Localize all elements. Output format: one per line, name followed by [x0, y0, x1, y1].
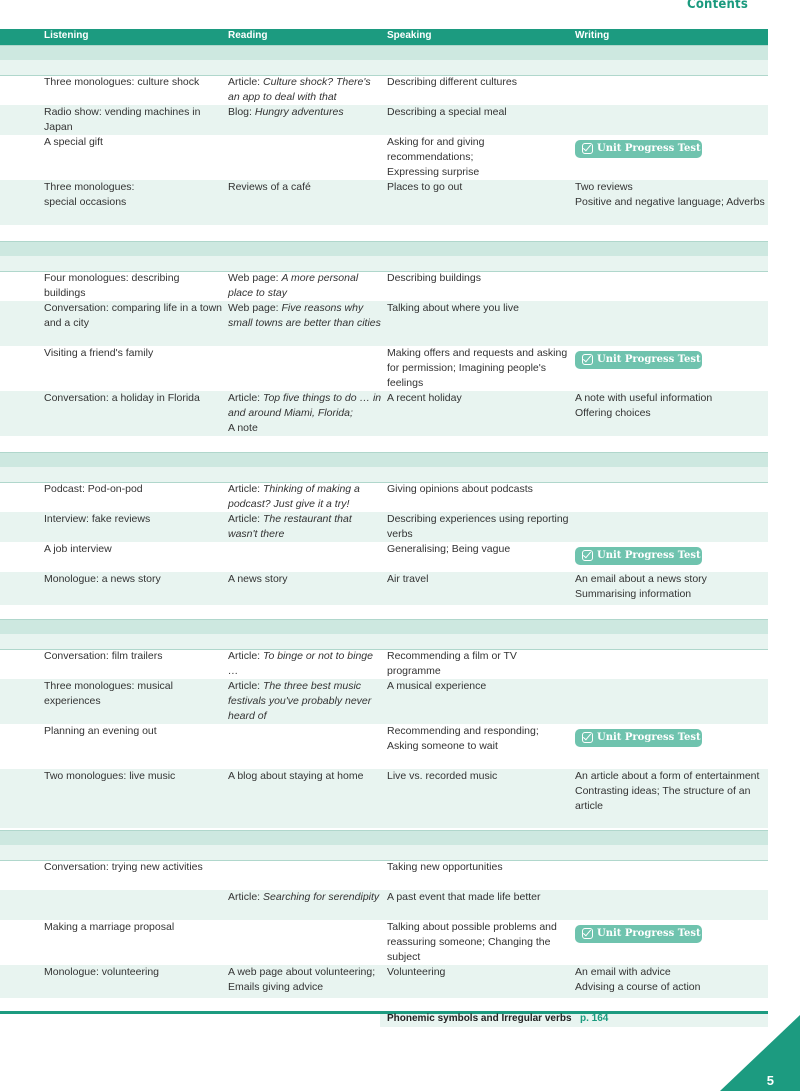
speaking-cell: Describing experiences using reporting verbs: [387, 513, 569, 540]
speaking-cell: A recent holiday: [387, 392, 462, 404]
reading-text: A blog about staying at home: [228, 770, 364, 782]
reading-title: The three best music festivals you've probably never heard of: [228, 680, 372, 722]
unit-progress-test-badge[interactable]: [575, 729, 702, 747]
column-header-bar: [0, 29, 768, 45]
listening-cell: Conversation: a holiday in Florida: [44, 392, 200, 404]
reading-text: Web page:: [228, 302, 282, 314]
listening-cell: Three monologues: special occasions: [44, 181, 135, 208]
writing-cell: A note with useful information Offering choices: [575, 392, 713, 419]
checkbox-icon: [582, 928, 593, 939]
reading-title: The restaurant that wasn't there: [228, 513, 352, 540]
table-row: [0, 301, 768, 346]
listening-cell: Monologue: volunteering: [44, 966, 159, 978]
header-listening: Listening: [44, 30, 89, 41]
reading-text: A web page about volunteering; Emails giving advice: [228, 966, 376, 993]
reading-text: Article:: [228, 891, 264, 903]
table-row: [0, 769, 768, 828]
listening-cell: Radio show: vending machines in Japan: [44, 106, 201, 133]
reading-title: Searching for serendipity: [263, 891, 380, 903]
table-row: [0, 105, 768, 135]
reading-cell: [228, 769, 383, 784]
listening-cell: Making a marriage proposal: [44, 921, 175, 933]
speaking-cell: Asking for and giving recommendations; Expressing surprise: [387, 136, 485, 178]
speaking-cell: Describing a special meal: [387, 106, 507, 118]
listening-cell: Interview: fake reviews: [44, 513, 151, 525]
speaking-cell: A past event that made life better: [387, 891, 541, 903]
footer-label: Phonemic symbols and Irregular verbs: [387, 1013, 572, 1024]
badge-label: Unit Progress Test: [597, 354, 701, 365]
header-speaking: Speaking: [387, 30, 432, 41]
reading-text: Article:: [228, 76, 264, 88]
table-row: [0, 542, 768, 572]
writing-cell: An email about a news story Summarising information: [575, 573, 707, 600]
table-row: [0, 391, 768, 436]
table-row: [0, 572, 768, 605]
reading-title: A more personal place to stay: [228, 272, 359, 299]
reading-cell: [228, 482, 383, 512]
reading-title: To binge or not to binge …: [228, 650, 373, 677]
speaking-cell: Places to go out: [387, 181, 463, 193]
reading-cell: [228, 75, 383, 105]
reading-cell: [228, 512, 383, 542]
reading-cell: [228, 572, 383, 587]
unit-progress-test-badge[interactable]: [575, 925, 702, 943]
speaking-cell: Describing buildings: [387, 272, 481, 284]
table-row: [0, 271, 768, 301]
listening-cell: Four monologues: describing buildings: [44, 272, 180, 299]
speaking-cell: Air travel: [387, 573, 429, 585]
table-row: [0, 512, 768, 542]
table-row: [0, 346, 768, 391]
reading-cell: [228, 105, 383, 120]
speaking-cell: Live vs. recorded music: [387, 770, 498, 782]
reading-extra: A note: [228, 422, 258, 434]
unit-subband: [0, 256, 768, 272]
unit-progress-test-badge[interactable]: [575, 547, 702, 565]
header-writing: Writing: [575, 30, 610, 41]
speaking-cell: A musical experience: [387, 680, 487, 692]
header-reading: Reading: [228, 30, 268, 41]
badge-label: Unit Progress Test: [597, 143, 701, 154]
table-row: [0, 75, 768, 105]
reading-text: Article:: [228, 483, 264, 495]
speaking-cell: Recommending and responding; Asking someone to wait: [387, 725, 539, 752]
reading-cell: [228, 391, 383, 436]
checkbox-icon: [582, 143, 593, 154]
writing-cell: An email with advice Advising a course of action: [575, 966, 701, 993]
reading-cell: [228, 679, 383, 724]
listening-cell: Conversation: trying new activities: [44, 861, 203, 873]
speaking-cell: Making offers and requests and asking for permission; Imagining people's feelings: [387, 347, 568, 389]
table-row: [0, 724, 768, 769]
reading-title: Culture shock? There's an app to deal with that: [228, 76, 371, 103]
reading-title: Five reasons why small towns are better than cities: [228, 302, 381, 329]
listening-cell: Two monologues: live music: [44, 770, 176, 782]
reading-cell: [228, 890, 383, 905]
table-row: [0, 890, 768, 920]
badge-label: Unit Progress Test: [597, 550, 701, 561]
speaking-cell: Recommending a film or TV programme: [387, 650, 517, 677]
reading-cell: [228, 180, 383, 195]
table-row: [0, 649, 768, 679]
listening-cell: Conversation: comparing life in a town and a city: [44, 302, 223, 329]
speaking-cell: Taking new opportunities: [387, 861, 503, 873]
writing-cell: An article about a form of entertainment Contrasting ideas; The structure of an article: [575, 770, 760, 812]
listening-cell: A special gift: [44, 136, 103, 148]
reading-text: Article:: [228, 650, 264, 662]
checkbox-icon: [582, 550, 593, 561]
unit-subband: [0, 467, 768, 483]
reading-text: Article:: [228, 513, 264, 525]
speaking-cell: Talking about where you live: [387, 302, 519, 314]
speaking-cell: Volunteering: [387, 966, 446, 978]
listening-cell: A job interview: [44, 543, 112, 555]
reading-text: Article:: [228, 392, 264, 404]
reading-title: Top five things to do … in and around Miami, Florida;: [228, 392, 382, 419]
badge-label: Unit Progress Test: [597, 732, 701, 743]
reading-text: Article:: [228, 680, 264, 692]
reading-text: A news story: [228, 573, 288, 585]
reading-text: Blog:: [228, 106, 255, 118]
table-row: [0, 860, 768, 890]
reading-title: Thinking of making a podcast? Just give it a try!: [228, 483, 360, 510]
listening-cell: Three monologues: musical experiences: [44, 680, 173, 707]
reading-title: Hungry adventures: [254, 106, 344, 118]
speaking-cell: Talking about possible problems and reassuring someone; Changing the subject: [387, 921, 557, 963]
reading-cell: [228, 649, 383, 679]
page-number: 5: [766, 1073, 774, 1088]
checkbox-icon: [582, 732, 593, 743]
table-row: [0, 482, 768, 512]
table-row: [0, 135, 768, 180]
listening-cell: Planning an evening out: [44, 725, 157, 737]
checkbox-icon: [582, 354, 593, 365]
unit-subband: [0, 60, 768, 76]
reading-cell: [228, 301, 383, 331]
contents-title: Contents: [687, 0, 748, 12]
reading-text: Reviews of a café: [228, 181, 311, 193]
listening-cell: Visiting a friend's family: [44, 347, 154, 359]
listening-cell: Monologue: a news story: [44, 573, 161, 585]
table-row: [0, 180, 768, 225]
table-row: [0, 965, 768, 998]
listening-cell: Conversation: film trailers: [44, 650, 163, 662]
unit-progress-test-badge[interactable]: [575, 351, 702, 369]
reading-cell: [228, 271, 383, 301]
page-corner: [720, 1015, 800, 1091]
table-row: [0, 679, 768, 724]
speaking-cell: Describing different cultures: [387, 76, 517, 88]
speaking-cell: Generalising; Being vague: [387, 543, 511, 555]
reading-cell: [228, 965, 383, 995]
writing-cell: Two reviews Positive and negative language; Adverbs: [575, 181, 765, 208]
reading-text: Web page:: [228, 272, 282, 284]
unit-subband: [0, 634, 768, 650]
unit-subband: [0, 845, 768, 861]
speaking-cell: Giving opinions about podcasts: [387, 483, 533, 495]
listening-cell: Podcast: Pod-on-pod: [44, 483, 143, 495]
unit-progress-test-badge[interactable]: [575, 140, 702, 158]
table-row: [0, 920, 768, 965]
badge-label: Unit Progress Test: [597, 928, 701, 939]
footer-page-ref: p. 164: [580, 1013, 609, 1024]
listening-cell: Three monologues: culture shock: [44, 76, 200, 88]
